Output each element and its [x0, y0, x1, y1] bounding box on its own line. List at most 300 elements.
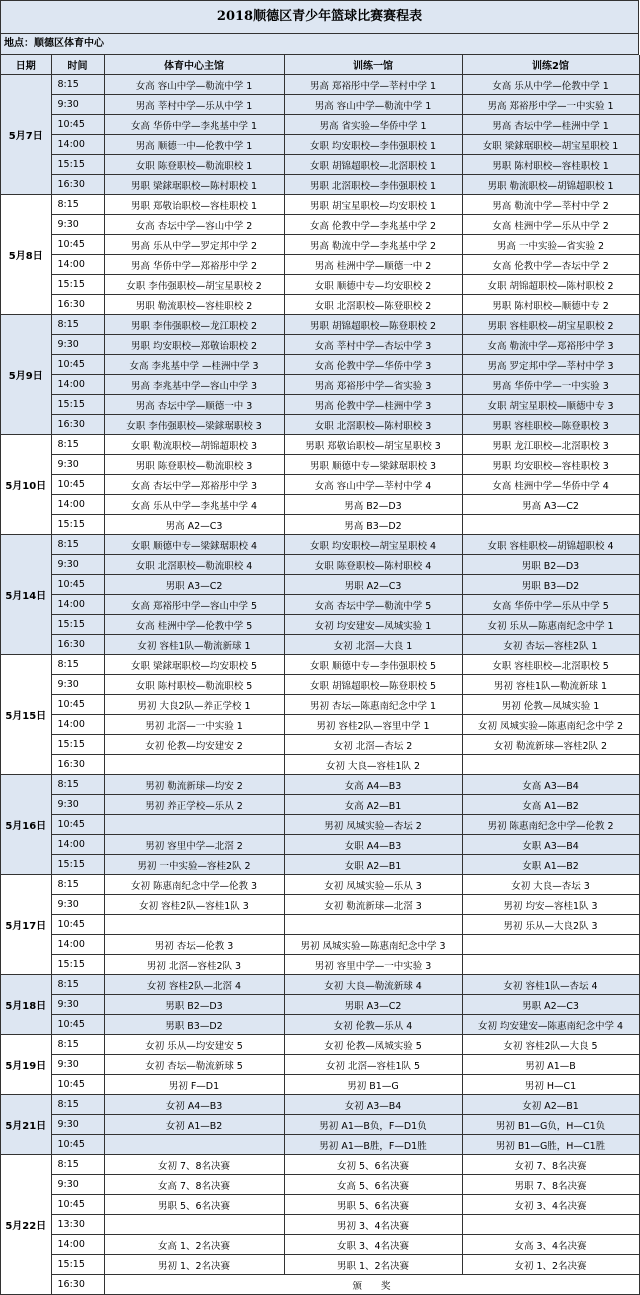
- schedule-row: [1, 1055, 639, 1075]
- schedule-row: [1, 1115, 639, 1135]
- match-cell-main-hall: 女高 乐从中学—李兆基中学 4: [104, 495, 284, 515]
- match-cell-hall-2: 女初 容桂2队—大良 5: [462, 1035, 639, 1055]
- schedule-row: [1, 575, 639, 595]
- match-cell-hall-2: 女初 容桂1队—杏坛 4: [462, 975, 639, 995]
- time-cell: 9:30: [51, 555, 104, 575]
- time-cell: 9:30: [51, 1175, 104, 1195]
- schedule-row: [1, 155, 639, 175]
- schedule-row: [1, 1175, 639, 1195]
- schedule-row: [1, 695, 639, 715]
- match-cell-hall-2: 男初 容桂1队—勒流新球 1: [462, 675, 639, 695]
- schedule-row: [1, 1015, 639, 1035]
- time-cell: 15:15: [51, 955, 104, 975]
- match-cell-hall-1: 男初 凤城实验—陈惠南纪念中学 3: [284, 935, 462, 955]
- schedule-row: [1, 115, 639, 135]
- time-cell: 10:45: [51, 1075, 104, 1095]
- match-cell-main-hall: 女职 勒流职校—胡锦超职校 3: [104, 435, 284, 455]
- match-cell-main-hall: 女高 桂洲中学—伦教中学 5: [104, 615, 284, 635]
- match-cell-hall-2: 女高 桂洲中学—华侨中学 4: [462, 475, 639, 495]
- match-cell-hall-2: 女高 3、4名决赛: [462, 1235, 639, 1255]
- date-cell: 5月15日: [1, 655, 51, 775]
- match-cell-hall-1: 男职 胡锦超职校—陈登职校 2: [284, 315, 462, 335]
- match-cell-hall-2: 女职 胡锦超职校—陈村职校 2: [462, 275, 639, 295]
- schedule-row: [1, 1255, 639, 1275]
- time-cell: 8:15: [51, 875, 104, 895]
- schedule-row: [1, 375, 639, 395]
- match-cell-main-hall: 女职 李伟强职校—梁銶琚职校 3: [104, 415, 284, 435]
- schedule-row: [1, 615, 639, 635]
- location-label: 地点：顺德区体育中心: [1, 34, 639, 55]
- date-cell: 5月22日: [1, 1155, 51, 1295]
- match-cell-hall-2: 男初 均安—容桂1队 3: [462, 895, 639, 915]
- time-cell: 8:15: [51, 315, 104, 335]
- match-cell-main-hall: 男初 杏坛—伦教 3: [104, 935, 284, 955]
- match-cell-main-hall: 女高 7、8名决赛: [104, 1175, 284, 1195]
- match-cell-hall-1: 女职 顺德中专—均安职校 2: [284, 275, 462, 295]
- match-cell-hall-1: 女初 凤城实验—乐从 3: [284, 875, 462, 895]
- time-cell: 10:45: [51, 235, 104, 255]
- match-cell-hall-1: 女高 5、6名决赛: [284, 1175, 462, 1195]
- schedule-row: [1, 135, 639, 155]
- match-cell-main-hall: 女初 A4—B3: [104, 1095, 284, 1115]
- time-cell: 8:15: [51, 75, 104, 95]
- match-cell-hall-2: 女职 A3—B4: [462, 835, 639, 855]
- match-cell-hall-2: 男高 一中实验—省实验 2: [462, 235, 639, 255]
- match-cell-hall-2: 男初 B1—G负，H—C1负: [462, 1115, 639, 1135]
- schedule-row: [1, 1155, 639, 1175]
- schedule-row: [1, 1275, 639, 1295]
- match-cell-hall-2: 女职 容桂职校—胡锦超职校 4: [462, 535, 639, 555]
- match-cell-hall-2: 男职 陈村职校—顺德中专 2: [462, 295, 639, 315]
- time-cell: 10:45: [51, 575, 104, 595]
- match-cell-hall-1: 男高 B3—D2: [284, 515, 462, 535]
- match-cell-hall-2: 女初 3、4名决赛: [462, 1195, 639, 1215]
- match-cell-hall-1: 男职 胡宝星职校—均安职校 1: [284, 195, 462, 215]
- match-cell-hall-2: 女初 7、8名决赛: [462, 1155, 639, 1175]
- match-cell-main-hall: 女初 杏坛—勒流新球 5: [104, 1055, 284, 1075]
- match-cell-hall-2: 女高 华侨中学—乐从中学 5: [462, 595, 639, 615]
- time-cell: 16:30: [51, 295, 104, 315]
- match-cell-main-hall: 男初 北滘—容桂2队 3: [104, 955, 284, 975]
- schedule-row: [1, 875, 639, 895]
- match-cell-main-hall: 女高 杏坛中学—郑裕彤中学 3: [104, 475, 284, 495]
- match-cell-main-hall: 男职 勒流职校—容桂职校 2: [104, 295, 284, 315]
- match-cell-main-hall: [104, 755, 284, 775]
- match-cell-hall-2: 女初 1、2名决赛: [462, 1255, 639, 1275]
- match-cell-main-hall: 女初 乐从—均安建安 5: [104, 1035, 284, 1055]
- match-cell-main-hall: 女高 郑裕彤中学—容山中学 5: [104, 595, 284, 615]
- time-cell: 15:15: [51, 735, 104, 755]
- schedule-row: [1, 395, 639, 415]
- match-cell-hall-1: 男初 A1—B负，F—D1负: [284, 1115, 462, 1135]
- match-cell-hall-2: 女高 乐从中学—伦教中学 1: [462, 75, 639, 95]
- match-cell-main-hall: 男职 均安职校—郑敬诒职校 2: [104, 335, 284, 355]
- date-cell: 5月18日: [1, 975, 51, 1035]
- match-cell-main-hall: 女职 梁銶琚职校—均安职校 5: [104, 655, 284, 675]
- match-cell-hall-1: 女初 伦教—乐从 4: [284, 1015, 462, 1035]
- schedule-row: [1, 1235, 639, 1255]
- schedule-row: [1, 75, 639, 95]
- schedule-row: [1, 955, 639, 975]
- schedule-row: [1, 295, 639, 315]
- match-cell-main-hall: 女高 1、2名决赛: [104, 1235, 284, 1255]
- schedule-row: [1, 1095, 639, 1115]
- time-cell: 14:00: [51, 135, 104, 155]
- header-training-hall-1: 训练一馆: [284, 55, 462, 75]
- match-cell-hall-2: 男职 容桂职校—陈登职校 3: [462, 415, 639, 435]
- time-cell: 16:30: [51, 635, 104, 655]
- match-cell-hall-1: 男职 A3—C2: [284, 995, 462, 1015]
- time-cell: 8:15: [51, 1155, 104, 1175]
- match-cell-main-hall: 男初 F—D1: [104, 1075, 284, 1095]
- match-cell-hall-2: [462, 515, 639, 535]
- match-cell-hall-1: 男高 勒流中学—李兆基中学 2: [284, 235, 462, 255]
- time-cell: 15:15: [51, 855, 104, 875]
- match-cell-main-hall: 女初 伦教—均安建安 2: [104, 735, 284, 755]
- time-cell: 9:30: [51, 95, 104, 115]
- match-cell-hall-2: 女初 凤城实验—陈惠南纪念中学 2: [462, 715, 639, 735]
- schedule-row: [1, 755, 639, 775]
- schedule-row: [1, 715, 639, 735]
- match-cell-hall-2: 男初 乐从—大良2队 3: [462, 915, 639, 935]
- match-cell-main-hall: 男初 容里中学—北滘 2: [104, 835, 284, 855]
- match-cell-main-hall: 女职 顺德中专—梁銶琚职校 4: [104, 535, 284, 555]
- time-cell: 15:15: [51, 1255, 104, 1275]
- match-cell-hall-1: 女职 北滘职校—陈登职校 2: [284, 295, 462, 315]
- schedule-row: [1, 1135, 639, 1155]
- match-cell-hall-1: 女初 5、6名决赛: [284, 1155, 462, 1175]
- match-cell-main-hall: 女高 华侨中学—李兆基中学 1: [104, 115, 284, 135]
- match-cell-hall-1: 女职 均安职校—胡宝星职校 4: [284, 535, 462, 555]
- match-cell-main-hall: 男高 顺德一中—伦教中学 1: [104, 135, 284, 155]
- match-cell-hall-2: 女职 容桂职校—北滘职校 5: [462, 655, 639, 675]
- time-cell: 13:30: [51, 1215, 104, 1235]
- time-cell: 9:30: [51, 335, 104, 355]
- match-cell-hall-2: 男高 郑裕彤中学—一中实验 1: [462, 95, 639, 115]
- schedule-row: [1, 1195, 639, 1215]
- date-cell: 5月8日: [1, 195, 51, 315]
- time-cell: 9:30: [51, 455, 104, 475]
- match-cell-main-hall: 男职 梁銶琚职校—陈村职校 1: [104, 175, 284, 195]
- match-cell-main-hall: 男职 郑敬诒职校—容桂职校 1: [104, 195, 284, 215]
- time-cell: 14:00: [51, 595, 104, 615]
- match-cell-hall-1: 女高 伦教中学—李兆基中学 2: [284, 215, 462, 235]
- match-cell-hall-2: 女职 A1—B2: [462, 855, 639, 875]
- match-cell-main-hall: 女初 A1—B2: [104, 1115, 284, 1135]
- match-cell-hall-1: [284, 915, 462, 935]
- match-cell-main-hall: 男职 5、6名决赛: [104, 1195, 284, 1215]
- match-cell-hall-1: 女高 莘村中学—杏坛中学 3: [284, 335, 462, 355]
- match-cell-hall-1: 女高 伦教中学—华侨中学 3: [284, 355, 462, 375]
- match-cell-main-hall: [104, 1135, 284, 1155]
- time-cell: 8:15: [51, 1095, 104, 1115]
- match-cell-hall-1: 女职 胡锦超职校—北滘职校 1: [284, 155, 462, 175]
- match-cell-main-hall: 男初 一中实验—容桂2队 2: [104, 855, 284, 875]
- match-cell-hall-1: 女初 北滘—容桂1队 5: [284, 1055, 462, 1075]
- match-cell-hall-2: 女初 杏坛—容桂2队 1: [462, 635, 639, 655]
- schedule-row: [1, 255, 639, 275]
- time-cell: 14:00: [51, 255, 104, 275]
- match-cell-hall-1: 女职 均安职校—李伟强职校 1: [284, 135, 462, 155]
- time-cell: 9:30: [51, 795, 104, 815]
- match-cell-hall-2: 女初 勒流新球—容桂2队 2: [462, 735, 639, 755]
- schedule-row: [1, 635, 639, 655]
- match-cell-main-hall: 男初 1、2名决赛: [104, 1255, 284, 1275]
- match-cell-main-hall: 男初 养正学校—乐从 2: [104, 795, 284, 815]
- match-cell-hall-1: 女高 容山中学—莘村中学 4: [284, 475, 462, 495]
- schedule-row: [1, 495, 639, 515]
- schedule-row: [1, 815, 639, 835]
- time-cell: 14:00: [51, 715, 104, 735]
- match-cell-hall-1: 女高 A2—B1: [284, 795, 462, 815]
- page-title: 2018顺德区青少年篮球比赛赛程表: [1, 1, 639, 34]
- schedule-row: [1, 195, 639, 215]
- time-cell: 8:15: [51, 435, 104, 455]
- match-cell-hall-1: 男高 郑裕彤中学—莘村中学 1: [284, 75, 462, 95]
- match-cell-hall-1: 男职 北滘职校—李伟强职校 1: [284, 175, 462, 195]
- schedule-row: [1, 355, 639, 375]
- match-cell-hall-1: 男高 容山中学—勒流中学 1: [284, 95, 462, 115]
- match-cell-main-hall: 女高 杏坛中学—容山中学 2: [104, 215, 284, 235]
- match-cell-hall-2: 男职 均安职校—容桂职校 3: [462, 455, 639, 475]
- date-cell: 5月19日: [1, 1035, 51, 1095]
- schedule-row: [1, 415, 639, 435]
- match-cell-main-hall: 男高 A2—C3: [104, 515, 284, 535]
- time-cell: 14:00: [51, 1235, 104, 1255]
- match-cell-hall-1: 女初 北滘—大良 1: [284, 635, 462, 655]
- match-cell-hall-2: 男职 容桂职校—胡宝星职校 2: [462, 315, 639, 335]
- match-cell-hall-2: [462, 755, 639, 775]
- match-cell-hall-1: 男初 容桂2队—容里中学 1: [284, 715, 462, 735]
- match-cell-hall-2: 女初 大良—杏坛 3: [462, 875, 639, 895]
- match-cell-hall-2: 男高 杏坛中学—桂洲中学 1: [462, 115, 639, 135]
- match-cell-hall-2: 女高 A1—B2: [462, 795, 639, 815]
- match-cell-hall-2: 男职 B2—D3: [462, 555, 639, 575]
- match-cell-hall-1: 男职 顺德中专—梁銶琚职校 3: [284, 455, 462, 475]
- schedule-row: [1, 1035, 639, 1055]
- match-cell-hall-2: 男高 A3—C2: [462, 495, 639, 515]
- match-cell-hall-2: [462, 1215, 639, 1235]
- schedule-row: [1, 475, 639, 495]
- header-date: 日期: [1, 55, 51, 75]
- time-cell: 8:15: [51, 975, 104, 995]
- time-cell: 15:15: [51, 155, 104, 175]
- time-cell: 15:15: [51, 615, 104, 635]
- match-cell-main-hall: 女高 李兆基中学 —桂洲中学 3: [104, 355, 284, 375]
- header-row: [1, 55, 639, 75]
- match-cell-hall-2: 女职 胡宝星职校—顺德中专 3: [462, 395, 639, 415]
- schedule-row: [1, 975, 639, 995]
- match-cell-hall-2: 男职 陈村职校—容桂职校 1: [462, 155, 639, 175]
- schedule-row: [1, 855, 639, 875]
- time-cell: 16:30: [51, 175, 104, 195]
- time-cell: 10:45: [51, 1135, 104, 1155]
- match-cell-main-hall: 男高 杏坛中学—顺德一中 3: [104, 395, 284, 415]
- match-cell-hall-1: 女初 勒流新球—北滘 3: [284, 895, 462, 915]
- schedule-row: [1, 1215, 639, 1235]
- match-cell-hall-1: 女初 北滘—杏坛 2: [284, 735, 462, 755]
- schedule-row: [1, 215, 639, 235]
- match-cell-hall-1: 男高 B2—D3: [284, 495, 462, 515]
- time-cell: 8:15: [51, 195, 104, 215]
- schedule-row: [1, 775, 639, 795]
- time-cell: 8:15: [51, 655, 104, 675]
- schedule-row: [1, 535, 639, 555]
- schedule-row: [1, 655, 639, 675]
- schedule-row: [1, 95, 639, 115]
- time-cell: 8:15: [51, 535, 104, 555]
- match-cell-hall-1: 男初 容里中学—一中实验 3: [284, 955, 462, 975]
- time-cell: 9:30: [51, 215, 104, 235]
- schedule-row: [1, 435, 639, 455]
- schedule-row: [1, 835, 639, 855]
- match-cell-main-hall: 男职 李伟强职校—龙江职校 2: [104, 315, 284, 335]
- time-cell: 14:00: [51, 375, 104, 395]
- match-cell-hall-1: 女初 均安建安—凤城实验 1: [284, 615, 462, 635]
- match-cell-hall-1: 女职 3、4名决赛: [284, 1235, 462, 1255]
- date-cell: 5月14日: [1, 535, 51, 655]
- time-cell: 16:30: [51, 755, 104, 775]
- time-cell: 16:30: [51, 1275, 104, 1295]
- match-cell-main-hall: 男职 A3—C2: [104, 575, 284, 595]
- schedule-row: [1, 455, 639, 475]
- match-cell-hall-1: 男初 A1—B胜，F—D1胜: [284, 1135, 462, 1155]
- match-cell-hall-1: 女高 杏坛中学—勒流中学 5: [284, 595, 462, 615]
- match-cell-hall-2: 女高 A3—B4: [462, 775, 639, 795]
- match-cell-main-hall: 男初 北滘—一中实验 1: [104, 715, 284, 735]
- time-cell: 14:00: [51, 835, 104, 855]
- match-cell-main-hall: 女初 7、8名决赛: [104, 1155, 284, 1175]
- time-cell: 16:30: [51, 415, 104, 435]
- schedule-row: [1, 515, 639, 535]
- match-cell-main-hall: 女职 李伟强职校—胡宝星职校 2: [104, 275, 284, 295]
- match-cell-main-hall: 女初 陈惠南纪念中学—伦教 3: [104, 875, 284, 895]
- match-cell-hall-2: 男初 A1—B: [462, 1055, 639, 1075]
- date-cell: 5月16日: [1, 775, 51, 875]
- match-cell-hall-2: 女高 勒流中学—郑裕彤中学 3: [462, 335, 639, 355]
- schedule-row: [1, 915, 639, 935]
- match-cell-hall-1: 男高 桂洲中学—顺德一中 2: [284, 255, 462, 275]
- time-cell: 8:15: [51, 1035, 104, 1055]
- match-cell-main-hall: [104, 1215, 284, 1235]
- time-cell: 8:15: [51, 775, 104, 795]
- match-cell-hall-2: 男高 勒流中学—莘村中学 2: [462, 195, 639, 215]
- time-cell: 9:30: [51, 995, 104, 1015]
- header-training-hall-2: 训练2馆: [462, 55, 639, 75]
- date-cell: 5月7日: [1, 75, 51, 195]
- time-cell: 10:45: [51, 1015, 104, 1035]
- date-cell: 5月21日: [1, 1095, 51, 1155]
- match-cell-hall-1: 女职 A2—B1: [284, 855, 462, 875]
- schedule-row: [1, 175, 639, 195]
- schedule-row: [1, 795, 639, 815]
- match-cell-main-hall: 女初 容桂2队—容桂1队 3: [104, 895, 284, 915]
- time-cell: 9:30: [51, 675, 104, 695]
- match-cell-hall-2: 男职 7、8名决赛: [462, 1175, 639, 1195]
- match-cell-hall-1: 男初 B1—G: [284, 1075, 462, 1095]
- match-cell-hall-1: 女高 A4—B3: [284, 775, 462, 795]
- match-cell-main-hall: 女高 容山中学—勒流中学 1: [104, 75, 284, 95]
- match-cell-main-hall: 男高 莘村中学—乐从中学 1: [104, 95, 284, 115]
- match-cell-main-hall: 男高 华侨中学—郑裕彤中学 2: [104, 255, 284, 275]
- match-cell-hall-2: 女职 梁銶琚职校—胡宝星职校 1: [462, 135, 639, 155]
- match-cell-main-hall: 男高 李兆基中学—容山中学 3: [104, 375, 284, 395]
- match-cell-hall-1: 男初 凤城实验—杏坛 2: [284, 815, 462, 835]
- time-cell: 10:45: [51, 115, 104, 135]
- time-cell: 9:30: [51, 1115, 104, 1135]
- match-cell-hall-2: 男初 伦教—凤城实验 1: [462, 695, 639, 715]
- time-cell: 9:30: [51, 895, 104, 915]
- schedule-row: [1, 675, 639, 695]
- match-cell-hall-1: 女职 陈登职校—陈村职校 4: [284, 555, 462, 575]
- match-cell-main-hall: 男职 陈登职校—勒流职校 3: [104, 455, 284, 475]
- time-cell: 9:30: [51, 1055, 104, 1075]
- schedule-body: [1, 75, 639, 1295]
- match-cell-hall-2: 男职 龙江职校—北滘职校 3: [462, 435, 639, 455]
- match-cell-main-hall: 女职 陈村职校—勒流职校 5: [104, 675, 284, 695]
- time-cell: 15:15: [51, 515, 104, 535]
- match-cell-hall-1: 女职 胡锦超职校—陈登职校 5: [284, 675, 462, 695]
- match-cell-hall-1: 女职 A4—B3: [284, 835, 462, 855]
- match-cell-hall-2: 男初 H—C1: [462, 1075, 639, 1095]
- match-cell-hall-1: 男职 郑敬诒职校—胡宝星职校 3: [284, 435, 462, 455]
- schedule-row: [1, 735, 639, 755]
- match-cell-hall-1: 女职 顺德中专—李伟强职校 5: [284, 655, 462, 675]
- match-cell-main-hall: [104, 815, 284, 835]
- match-cell-main-hall: 女职 陈登职校—勒流职校 1: [104, 155, 284, 175]
- match-cell-hall-1: 男职 A2—C3: [284, 575, 462, 595]
- time-cell: 15:15: [51, 275, 104, 295]
- time-cell: 14:00: [51, 495, 104, 515]
- match-cell-hall-2: 男高 华侨中学—一中实验 3: [462, 375, 639, 395]
- match-cell-main-hall: 男职 B3—D2: [104, 1015, 284, 1035]
- match-cell-hall-1: 女初 A3—B4: [284, 1095, 462, 1115]
- match-cell-hall-1: 女职 北滘职校—陈村职校 3: [284, 415, 462, 435]
- match-cell-main-hall: 男职 B2—D3: [104, 995, 284, 1015]
- date-cell: 5月17日: [1, 875, 51, 975]
- time-cell: 10:45: [51, 1195, 104, 1215]
- match-cell-hall-2: 男职 勒流职校—胡锦超职校 1: [462, 175, 639, 195]
- match-cell-hall-1: 女初 伦教—凤城实验 5: [284, 1035, 462, 1055]
- match-cell-hall-1: 男初 杏坛—陈惠南纪念中学 1: [284, 695, 462, 715]
- match-cell-hall-1: 男高 省实验—华侨中学 1: [284, 115, 462, 135]
- match-cell-main-hall: 男初 大良2队—养正学校 1: [104, 695, 284, 715]
- match-cell-hall-2: 男职 A2—C3: [462, 995, 639, 1015]
- header-main-hall: 体育中心主馆: [104, 55, 284, 75]
- schedule-row: [1, 235, 639, 255]
- time-cell: 10:45: [51, 815, 104, 835]
- match-cell-main-hall: 男初 勒流新球—均安 2: [104, 775, 284, 795]
- schedule-row: [1, 275, 639, 295]
- time-cell: 10:45: [51, 475, 104, 495]
- match-cell-hall-2: [462, 935, 639, 955]
- time-cell: 10:45: [51, 355, 104, 375]
- schedule-table: [1, 55, 640, 1295]
- match-cell-main-hall: [104, 915, 284, 935]
- match-cell-hall-2: 女初 A2—B1: [462, 1095, 639, 1115]
- schedule-row: [1, 595, 639, 615]
- match-cell-hall-2: [462, 955, 639, 975]
- match-cell-hall-1: 男职 1、2名决赛: [284, 1255, 462, 1275]
- time-cell: 15:15: [51, 395, 104, 415]
- header-time: 时间: [51, 55, 104, 75]
- match-cell-hall-1: 男初 3、4名决赛: [284, 1215, 462, 1235]
- match-cell-main-hall: 女职 北滘职校—勒流职校 4: [104, 555, 284, 575]
- award-ceremony-cell: 颁 奖: [104, 1275, 639, 1295]
- match-cell-hall-2: 男初 B1—G胜，H—C1胜: [462, 1135, 639, 1155]
- match-cell-hall-1: 男职 5、6名决赛: [284, 1195, 462, 1215]
- date-cell: 5月9日: [1, 315, 51, 435]
